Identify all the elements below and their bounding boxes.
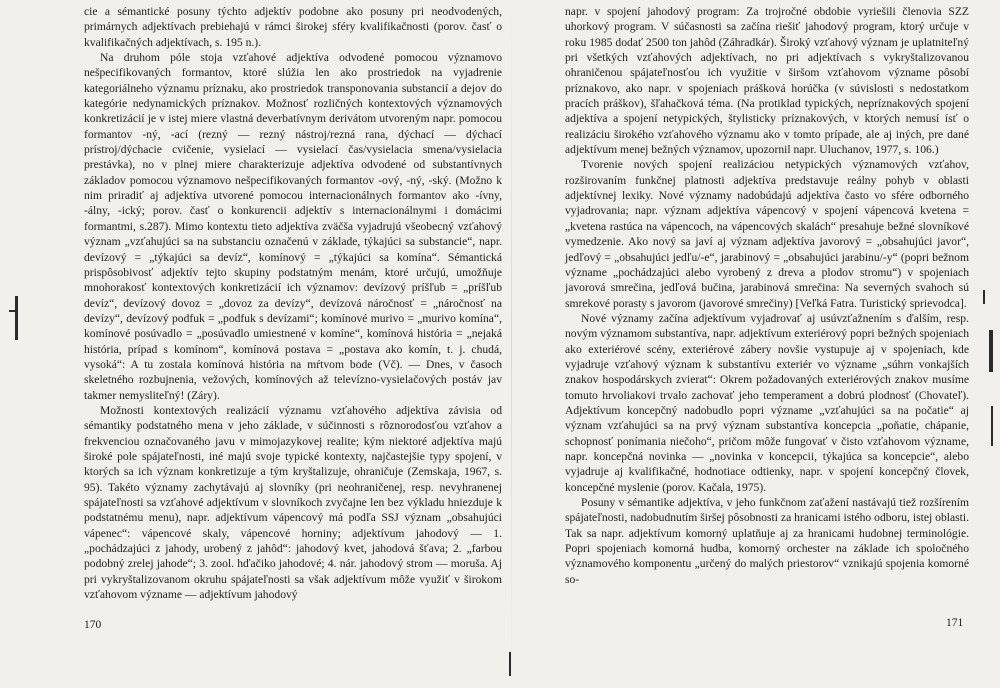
left-paragraph-3: Možnosti kontextových realizácií významu vzťahového adjektíva závisia od sémantiky podstatného mena v jeho základe, v súčinnosti s rôznorodosťou vzťahov a frekvenciou označovaného javu v mimojazykovej realite; kým niektoré adjektíva majú široké pole spájateľnosti, iné majú svoje typické kontexty, najčastejšie typy spojení, v ktorých sa ich význam konkretizuje a tým kryštalizuje, ohraničuje (Zemskaja, 1967, s. 95). Takéto významy zachytávajú aj slovníky (pri neohraničenej, resp. nevyhranenej spájateľnosti sa vzťahové adjektívum v slovníkoch zvyčajne len bez výkladu hniezduje k podstatnému menu), napr. adjektívum vápencový má podľa SSJ význam „obsahujúci vápenec“: vápencové skaly, vápencové horniny; adjektívum jahodový — 1. „pochádzajúci z jahody, urobený z jahôd“: jahodový kvet, jahodová šťava; 2. „farbou podobný zrelej jahode“; 3. zool. hďačiko jahodové; 4. nár. jahodový strom — moruša. Aj pri vykryštalizovanom okruhu spájateľnosti sa však adjektívum môže využiť v širokom vzťahovom význame — adjektívum jahodový <box>84 403 502 602</box>
left-page-number: 170 <box>84 619 102 631</box>
right-paragraph-4: Posuny v sémantike adjektíva, v jeho funkčnom zaťažení nastávajú tiež rozšírením spájateľnosti, nadobudnutím širšej pôsobnosti za hranicami istého odboru, istej oblasti. Tak sa napr. adjektívum komorný uplatňuje aj za hranicami hudobnej terminológie. Popri spojeniach komorná hudba, komorný orchester na základe ich spoločného významového komponentu „určený do malých priestorov“ vznikajú spojenia komorné so- <box>565 496 969 586</box>
left-edge-mark <box>15 296 18 340</box>
right-page-number: 171 <box>946 617 964 629</box>
left-edge-tick <box>9 310 16 312</box>
right-edge-mark <box>989 330 993 372</box>
book-gutter <box>511 0 512 688</box>
gutter-mark <box>509 652 511 676</box>
right-page <box>565 4 969 587</box>
right-paragraph-1: napr. v spojení jahodový program: Za trojročné obdobie vyriešili členovia SZZ uhorkový program. V súčasnosti sa začína riešiť jahodový program, ktorý určuje v roku 1985 dodať 2500 ton jahôd (Záhradkár). Široký vzťahový význam je uplatniteľný pri všetkých vzťahových adjektívach, no pri adjektívach s vykryštalizovanou ohraničenou spájateľnosťou ich využitie v širšom vzťahovom význame pôsobí príznakovo, ako napr. v spojeniach prášková horúčka (v súvislosti s nedostatkom pracích práškov), šľahačková téma. (Na protiklad typických, nepríznakových spojení adjektíva a spojení netypických, štylisticky príznakových, v ktorých nemusí ísť o realizáciu širokého vzťahového významu ako v tomto prípade, ale aj iných, pre dané adjektívum menej bežných významov, upozornil napr. Uluchanov, 1977, s. 106.) <box>565 5 969 157</box>
right-paragraph-2: Tvorenie nových spojení realizáciou netypických významových vzťahov, rozširovaním funkčnej platnosti adjektíva predstavuje reálny pohyb v oblasti adjektívnej lexiky. Nové významy nadobúdajú adjektíva často vo sfére odborného vyjadrovania; napr. význam adjektíva vápencový v spojení vápencová kvetena = „kvetena rastúca na vápencoch, na vápencových skalách“ presahuje bežné slovníkové vymedzenie. Ako nový sa javí aj význam adjektíva javorový = „obsahujúci javor“, jedľový = „obsahujúci jedľu/-e“, jarabinový = „obsahujúci jarabinu/-y“ (popri bežnom význame „pochádzajúci alebo vyrobený z dreva a plodov stromu“) v spojeniach javorová smrečina, jedľová bučina, jarabinová smrečina: Na severných svahoch sú smrekové porasty s javorom (javorové smrečiny) [Veľká Fatra. Turistický sprievodca]. <box>565 158 969 310</box>
right-edge-mark-bottom <box>991 406 993 446</box>
right-edge-mark-top <box>983 290 985 304</box>
left-paragraph-2: Na druhom póle stoja vzťahové adjektíva odvodené pomocou významovo nešpecifikovaných formantov, ktoré slúžia len ako prostriedok na vyjadrenie kategoriálneho významu príznaku, ako prostriedok transponovania substancií a dejov do kategórie nedynamických príznakov. Možnosť rozličných kontextových významových konkretizácií je v istej miere vlastná deverbatívnym derivátom utvoreným napr. pomocou formantov -ný, -ací (rezný — rezný nástroj/rezná rana, dýchací — dýchací prístroj/dýchacie cvičenie, vysielací — vysielací čas/vysielacia smena/vysielacia prestávka), no v plnej miere charakterizuje adjektíva odvodené od substantívnych základov pomocou významovo nešpecifikovaných formantov -ový, -ný, -ský. (Možno k nim priradiť aj adjektíva utvorené pomocou internacionálnych formantov ako -ívny, -álny, -ický; porov. časť o konkurencii adjektív s internacionálnymi i domácimi formantmi, s.287). Mimo kontextu tieto adjektíva zväčša vyjadrujú všeobecný vzťahový význam „vzťahujúci sa na substanciu označenú v základe, týkajúci sa substancie“, napr. devízový = „týkajúci sa devíz“, komínový = „týkajúci sa komína“. Sémantická prispôsobivosť adjektív tejto skupiny podstatným menám, ktoré určujú, umožňuje mnohorakosť kontextových konkretizácií ich významov: devízový príšľub = „príšľub devíz“, devízový dovoz = „dovoz za devízy“, devízová náročnosť = „náročnosť na devízy“, devízový podfuk = „podfuk s devízami“; komínové murivo = „murivo komína“, komínové posúvadlo = „posúvadlo umiestnené v komíne“, komínová história = „nejaká história, prípad s komínom“, komínová postava = „postava ako komín, t. j. chudá, vysoká“: A tu zostala komínová história na mŕtvom bode (Vč). — Dnes, v časoch skeletného rozbujnenia, vežových, komínových až televízno-vysielačových postáv jav takmer nemysliteľný! (Záry). <box>84 51 502 402</box>
right-paragraph-3: Nové významy začína adjektívum vyjadrovať aj usúvzťažnením s ďalším, resp. novým významom substantíva, napr. adjektívum exteriérový popri bežných spojeniach ako exteriérové scény, exteriérové zábery novšie vystupuje aj v spojeniach, kde vyjadruje vzťahový význam k substantívu exteriér vo význame „súhrn vonkajších znakov hospodárskych zvierat“: Okrem požadovaných exteriérových znakov musíme tomuto hrvoliakovi trvalo zachovať jeho temperament a dobrú plodnosť (Chovateľ). Adjektívum koncepčný nadobudlo popri význame „vzťahujúci sa na počatie“ aj význam vzťahujúci sa na prvý význam substantíva koncepcia „poňatie, chápanie, schopnosť ponímania niečoho“, pričom môže fungovať v čisto vzťahovom význame, napr. koncepčná novinka — „novinka v koncepcii, týkajúca sa koncepcie“, alebo vyjadruje aj kvalifikačné, hodnotiace odtienky, napr. v spojení koncepčný človek, koncepčné myslenie (porov. Kačala, 1975). <box>565 311 969 494</box>
left-page <box>84 4 502 602</box>
left-paragraph-1: cie a sémantické posuny týchto adjektív podobne ako posuny pri neodvodených, primárnych adjektívach prebiehajú v rámci širokej sféry kvalifikačnosti (porov. časť o kvalifikačných adjektívach, s. 195 n.). <box>84 5 502 49</box>
